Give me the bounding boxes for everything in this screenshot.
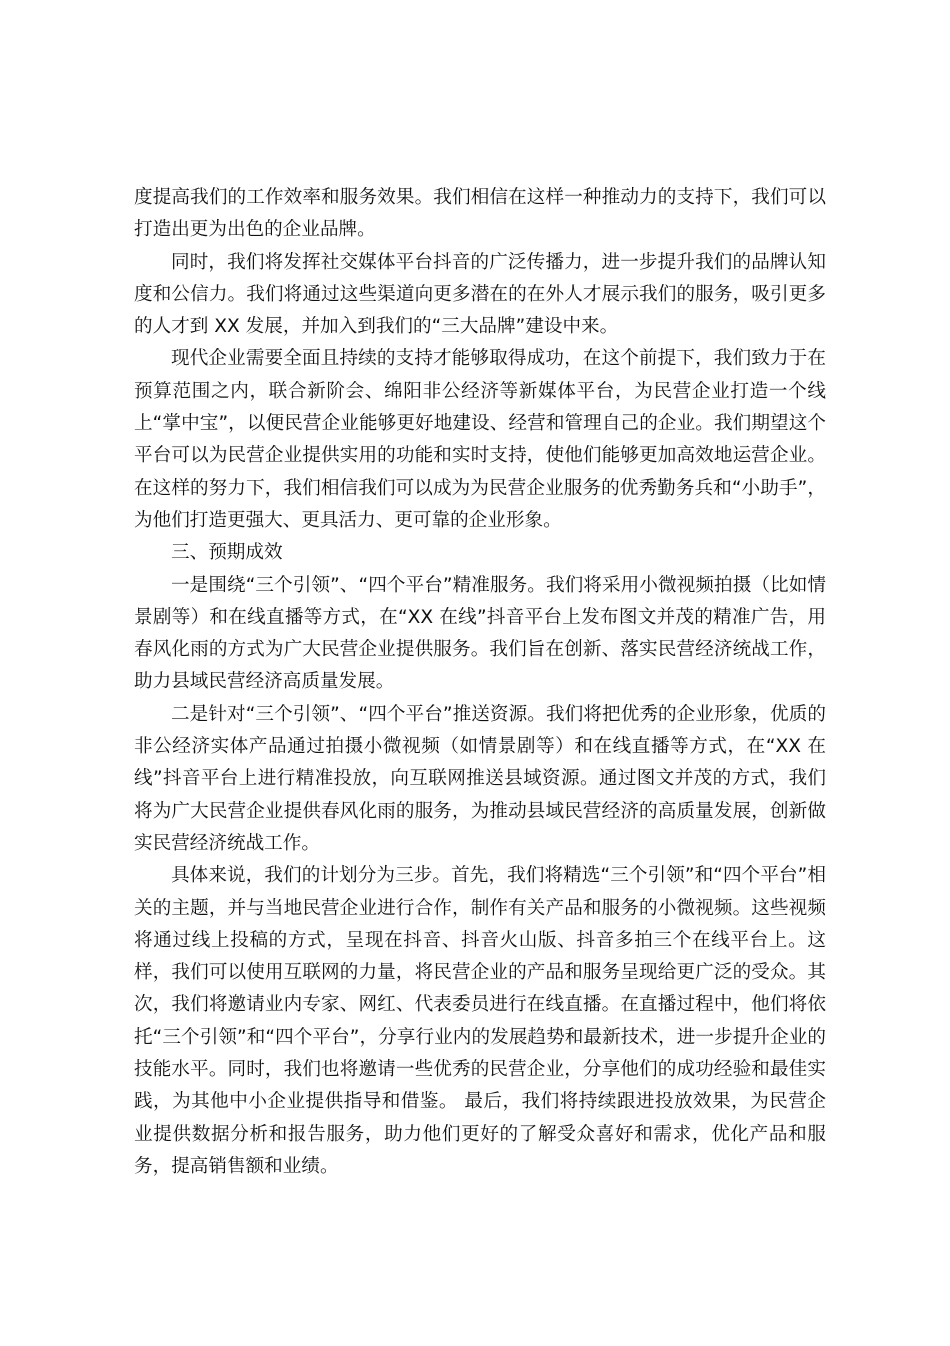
paragraph-continuation: 度提高我们的工作效率和服务效果。我们相信在这样一种推动力的支持下，我们可以打造出更为出色的企业品牌。 — [134, 187, 826, 241]
paragraph-point-two: 二是针对“三个引领”、“四个平台”推送资源。我们将把优秀的企业形象，优质的非公经济实体产品通过拍摄小微视频（如情景剧等）和在线直播等方式，在“XX 在线”抖音平台上进行精准投放，向互联网推送县域资源。通过图文并茂的方式，我们将为广大民营企业提供春风化雨的服务，为推动县域民营经济的高质量发展，创新做实民营经济统战工作。 — [134, 703, 826, 854]
paragraph-plan-steps: 具体来说，我们的计划分为三步。首先，我们将精选“三个引领”和“四个平台”相关的主题，并与当地民营企业进行合作，制作有关产品和服务的小微视频。这些视频将通过线上投稿的方式，呈现在抖音、抖音火山版、抖音多拍三个在线平台上。这样，我们可以使用互联网的力量，将民营企业的产品和服务呈现给更广泛的受众。其次，我们将邀请业内专家、网红、代表委员进行在线直播。在直播过程中，他们将依托“三个引领”和“四个平台”，分享行业内的发展趋势和最新技术，进一步提升企业的技能水平。同时，我们也将邀请一些优秀的民营企业，分享他们的成功经验和最佳实践，为其他中小企业提供指导和借鉴。 最后，我们将持续跟进投放效果，为民营企业提供数据分析和报告服务，助力他们更好的了解受众喜好和需求，优化产品和服务，提高销售额和业绩。 — [134, 865, 826, 1177]
document-body — [134, 182, 826, 1183]
paragraph-point-one: 一是围绕“三个引领”、“四个平台”精准服务。我们将采用小微视频拍摄（比如情景剧等）和在线直播等方式，在“XX 在线”抖音平台上发布图文并茂的精准广告，用春风化雨的方式为广大民营企业提供服务。我们旨在创新、落实民营经济统战工作，助力县域民营经济高质量发展。 — [134, 574, 826, 693]
paragraph-modern-enterprise: 现代企业需要全面且持续的支持才能够取得成功，在这个前提下，我们致力于在预算范围之内，联合新阶会、绵阳非公经济等新媒体平台，为民营企业打造一个线上“掌中宝”，以便民营企业能够更好地建设、经营和管理自己的企业。我们期望这个平台可以为民营企业提供实用的功能和实时支持，使他们能够更加高效地运营企业。在这样的努力下，我们相信我们可以成为为民营企业服务的优秀勤务兵和“小助手”，为他们打造更强大、更具活力、更可靠的企业形象。 — [134, 348, 826, 531]
paragraph-social-media: 同时，我们将发挥社交媒体平台抖音的广泛传播力，进一步提升我们的品牌认知度和公信力。我们将通过这些渠道向更多潜在的在外人才展示我们的服务，吸引更多的人才到 XX 发展，并加入到我们的“三大品牌”建设中来。 — [134, 251, 826, 338]
section-heading-expected-results: 三、预期成效 — [171, 542, 283, 564]
